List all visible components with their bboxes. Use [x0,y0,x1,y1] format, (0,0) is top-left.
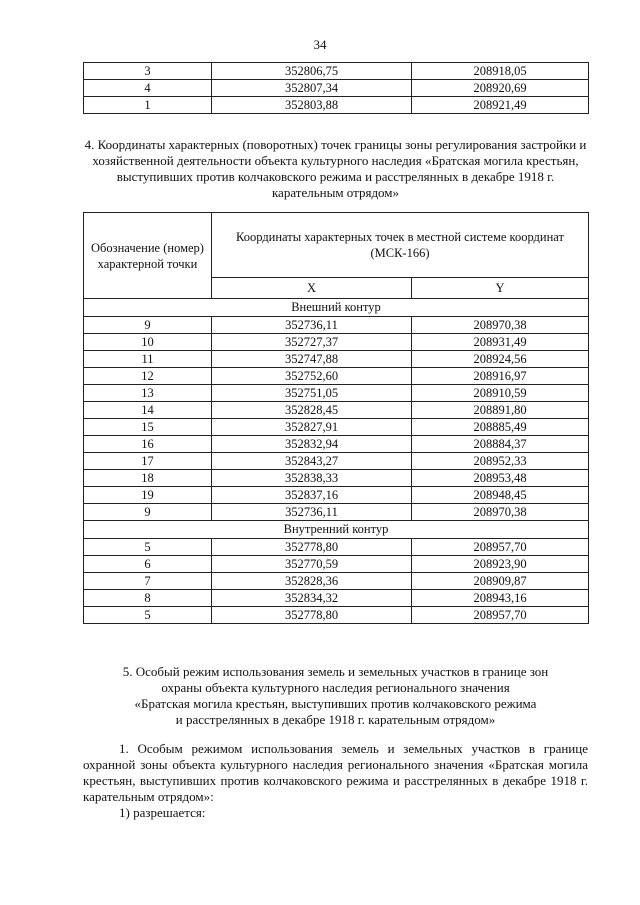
table-row [84,453,589,470]
x-cell: 352807,34 [212,80,412,97]
point-cell: 6 [84,556,212,573]
point-cell: 5 [84,607,212,624]
point-cell: 14 [84,402,212,419]
point-cell: 8 [84,590,212,607]
point-cell: 15 [84,419,212,436]
x-cell: 352752,60 [212,368,412,385]
section-4-heading: 4. Координаты характерных (поворотных) точек границы зоны регулирования застройки и хозяйственной деятельности объекта культурного наследия «Братская могила крестьян, выступивших против колчаковского режима и расстрелянных в декабре 1918 г. карательным отрядом» [84,137,587,200]
y-cell: 208910,59 [412,385,589,402]
table-row [84,63,589,80]
x-cell: 352736,11 [212,504,412,521]
paragraph-1: 1. Особым режимом использования земель и земельных участков в границе охранной зоны объекта культурного наследия регионального значения «Братская могила крестьян, выступивших против колчаковского режима и расстрелянных в декабре 1918 г. карательным отрядом»: [83,741,588,804]
inner-contour-label: Внутренний контур [84,521,589,539]
point-cell: 9 [84,317,212,334]
x-cell: 352770,59 [212,556,412,573]
main-coordinates-table [83,212,589,624]
x-cell: 352838,33 [212,470,412,487]
table-row [84,351,589,368]
section-5-line: 5. Особый режим использования земель и земельных участков в границе зон [122,664,549,679]
table-row [84,317,589,334]
y-cell: 208948,45 [412,487,589,504]
outer-contour-body [84,299,589,521]
x-cell: 352778,80 [212,607,412,624]
y-cell: 208923,90 [412,556,589,573]
x-cell: 352747,88 [212,351,412,368]
y-cell: 208924,56 [412,351,589,368]
y-cell: 208891,80 [412,402,589,419]
table-row [84,539,589,556]
y-cell: 208943,16 [412,590,589,607]
contour-row [84,521,589,539]
table-row [84,487,589,504]
table-row [84,80,589,97]
y-cell: 208952,33 [412,453,589,470]
table-row [84,470,589,487]
section-5-line: охраны объекта культурного наследия регионального значения [161,680,510,695]
x-cell: 352828,45 [212,402,412,419]
table-row [84,334,589,351]
point-cell: 13 [84,385,212,402]
point-cell: 10 [84,334,212,351]
x-cell: 352834,32 [212,590,412,607]
table-row [84,402,589,419]
section-5-line: и расстрелянных в декабре 1918 г. карательным отрядом» [175,712,496,727]
x-cell: 352837,16 [212,487,412,504]
y-cell: 208909,87 [412,573,589,590]
header-x: X [212,278,412,299]
table-row [84,385,589,402]
point-cell: 17 [84,453,212,470]
inner-contour-body [84,521,589,624]
table-row [84,556,589,573]
y-cell: 208920,69 [412,80,589,97]
header-point-label: Обозначение (номер) характерной точки [84,213,212,299]
top-coordinates-table [83,62,589,114]
y-cell: 208916,97 [412,368,589,385]
page-number: 34 [313,37,327,52]
point-cell: 5 [84,539,212,556]
table-row [84,368,589,385]
outer-contour-label: Внешний контур [84,299,589,317]
main-table-header [84,213,589,299]
top-table-body [84,63,589,114]
x-cell: 352843,27 [212,453,412,470]
point-cell: 3 [84,63,212,80]
header-coords-label: Координаты характерных точек в местной системе координат (МСК-166) [212,213,589,278]
x-cell: 352828,36 [212,573,412,590]
y-cell: 208885,49 [412,419,589,436]
y-cell: 208953,48 [412,470,589,487]
y-cell: 208970,38 [412,317,589,334]
point-cell: 11 [84,351,212,368]
point-cell: 19 [84,487,212,504]
contour-row [84,299,589,317]
y-cell: 208884,37 [412,436,589,453]
y-cell: 208931,49 [412,334,589,351]
x-cell: 352778,80 [212,539,412,556]
section-5-line: «Братская могила крестьян, выступивших против колчаковского режима [134,696,537,711]
table-row [84,419,589,436]
x-cell: 352727,37 [212,334,412,351]
y-cell: 208957,70 [412,539,589,556]
point-cell: 1 [84,97,212,114]
y-cell: 208921,49 [412,97,589,114]
header-y: Y [412,278,589,299]
x-cell: 352736,11 [212,317,412,334]
point-cell: 16 [84,436,212,453]
table-row [84,573,589,590]
y-cell: 208970,38 [412,504,589,521]
header-row [84,213,589,278]
point-cell: 9 [84,504,212,521]
section-5-heading [83,664,588,728]
x-cell: 352806,75 [212,63,412,80]
table-row [84,504,589,521]
x-cell: 352803,88 [212,97,412,114]
x-cell: 352827,91 [212,419,412,436]
point-cell: 4 [84,80,212,97]
x-cell: 352832,94 [212,436,412,453]
table-row [84,97,589,114]
point-cell: 12 [84,368,212,385]
y-cell: 208957,70 [412,607,589,624]
y-cell: 208918,05 [412,63,589,80]
x-cell: 352751,05 [212,385,412,402]
subitem-1: 1) разрешается: [119,805,206,820]
table-row [84,590,589,607]
point-cell: 18 [84,470,212,487]
table-row [84,436,589,453]
point-cell: 7 [84,573,212,590]
table-row [84,607,589,624]
